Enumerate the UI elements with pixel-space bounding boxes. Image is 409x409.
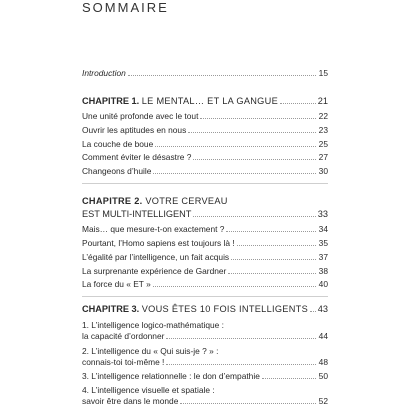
dot-leader [231, 259, 316, 260]
dot-leader [200, 118, 316, 119]
chapter-3-heading[interactable] [82, 304, 328, 314]
chapter-page: 21 [317, 96, 328, 106]
dot-leader [153, 286, 316, 287]
entry-label: savoir être dans le monde [82, 396, 179, 406]
page-title: SOMMAIRE [82, 0, 169, 15]
toc-entry[interactable] [82, 396, 328, 406]
dot-leader [166, 364, 316, 365]
toc-entry[interactable] [82, 166, 328, 176]
chapter-number: CHAPITRE 3. [82, 304, 140, 314]
dot-leader [128, 75, 316, 76]
dot-leader [193, 159, 316, 160]
toc-entry[interactable] [82, 252, 328, 262]
entry-page: 35 [318, 238, 328, 248]
dot-leader [237, 245, 316, 246]
entry-page: 40 [318, 279, 328, 289]
entry-page: 38 [318, 266, 328, 276]
entry-label: la capacité d’ordonner [82, 331, 165, 341]
toc-entry[interactable] [82, 152, 328, 162]
entry-page: 44 [318, 331, 328, 341]
section-divider [82, 183, 328, 184]
toc-entry[interactable] [82, 331, 328, 341]
entry-page: 50 [318, 371, 328, 381]
chapter-title: LE MENTAL… ET LA GANGUE [141, 96, 278, 106]
entry-label: connais-toi toi-même ! [82, 357, 165, 367]
chapter-title-line2: EST MULTI-INTELLIGENT [82, 209, 192, 219]
dot-leader [193, 216, 315, 217]
dot-leader [153, 173, 316, 174]
entry-label: La surprenante expérience de Gardner [82, 266, 227, 276]
toc-entry-line1: 1. L’intelligence logico-mathématique : [82, 320, 224, 330]
entry-label: Introduction [82, 68, 126, 78]
entry-label: Comment éviter le désastre ? [82, 152, 192, 162]
dot-leader [166, 338, 316, 339]
chapter-number: CHAPITRE 1. [82, 96, 140, 106]
entry-page: 48 [318, 357, 328, 367]
entry-page: 27 [318, 152, 328, 162]
entry-label: Mais… que mesure-t-on exactement ? [82, 224, 225, 234]
entry-page: 37 [318, 252, 328, 262]
dot-leader [262, 378, 316, 379]
toc-entry[interactable] [82, 357, 328, 367]
entry-label: 3. L’intelligence relationnelle : le don d’empathie [82, 371, 260, 381]
toc-entry[interactable] [82, 238, 328, 248]
entry-page: 22 [318, 111, 328, 121]
entry-label: Une unité profonde avec le tout [82, 111, 199, 121]
dot-leader [228, 273, 316, 274]
entry-page: 25 [318, 139, 328, 149]
entry-page: 30 [318, 166, 328, 176]
entry-label: La couche de boue [82, 139, 154, 149]
chapter-number: CHAPITRE 2. [82, 196, 143, 206]
entry-label: Changeons d’huile [82, 166, 152, 176]
toc-entry[interactable] [82, 111, 328, 121]
entry-page: 52 [318, 396, 328, 406]
chapter-page: 33 [317, 209, 328, 219]
dot-leader [310, 311, 316, 312]
toc-entry[interactable] [82, 125, 328, 135]
entry-page: 23 [318, 125, 328, 135]
toc-entry-introduction[interactable] [82, 68, 328, 78]
toc-entry[interactable] [82, 224, 328, 234]
dot-leader [155, 146, 316, 147]
dot-leader [180, 403, 316, 404]
toc-entry[interactable] [82, 371, 328, 381]
chapter-page: 43 [317, 304, 328, 314]
entry-page: 34 [318, 224, 328, 234]
dot-leader [226, 231, 316, 232]
chapter-1-heading[interactable] [82, 96, 328, 106]
toc-entry[interactable] [82, 139, 328, 149]
chapter-title: VOUS ÊTES 10 FOIS INTELLIGENTS [141, 304, 309, 314]
dot-leader [188, 132, 316, 133]
entry-label: Pourtant, l’Homo sapiens est toujours là ! [82, 238, 235, 248]
entry-page: 15 [318, 68, 328, 78]
chapter-2-heading[interactable] [82, 209, 328, 219]
entry-label: Ouvrir les aptitudes en nous [82, 125, 187, 135]
entry-label: L’égalité par l’intelligence, un fait acquis [82, 252, 230, 262]
chapter-title: VOTRE CERVEAU [145, 196, 228, 206]
entry-label: La force du « ET » [82, 279, 151, 289]
toc-entry-line1: 4. L’intelligence visuelle et spatiale : [82, 385, 215, 395]
section-divider [82, 296, 328, 297]
toc-entry[interactable] [82, 279, 328, 289]
toc-entry-line1: 2. L’intelligence du « Qui suis-je ? » : [82, 346, 219, 356]
chapter-2-heading-line1[interactable] [82, 196, 228, 206]
toc-entry[interactable] [82, 266, 328, 276]
dot-leader [280, 103, 316, 104]
